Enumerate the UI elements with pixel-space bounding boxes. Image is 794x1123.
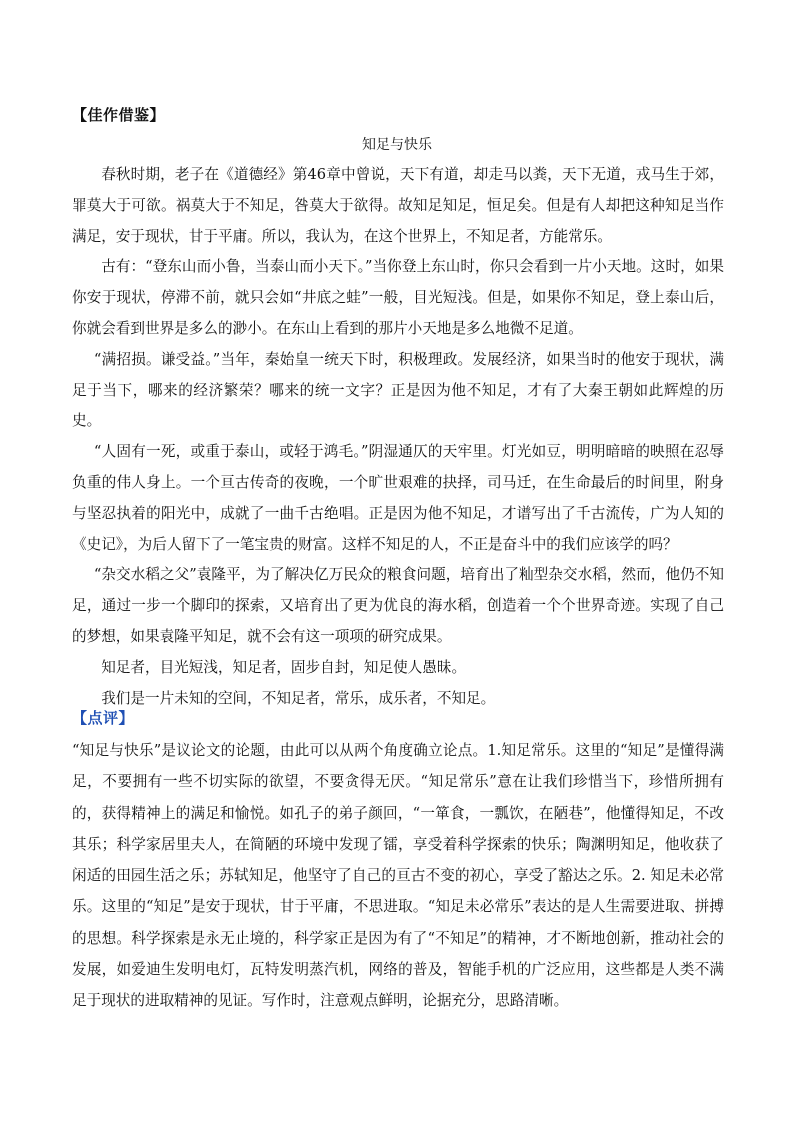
- essay-paragraph: 古有：“登东山而小鲁，当泰山而小天下。”当你登上东山时，你只会看到一片小天地。这时，如果你安于现状，停滞不前，就只会如“井底之蛙”一般，目光短浅。但是，如果你不知足，登上泰山后，你就会看到世界是多么的渺小。在东山上看到的那片小天地是多么地微不足道。: [72, 258, 724, 337]
- essay-paragraph: 我们是一片未知的空间，不知足者，常乐，成乐者，不知足。: [101, 689, 496, 707]
- essay-paragraph: 春秋时期，老子在《道德经》第46章中曾说，天下有道，却走马以粪，天下无道，戎马生于郊，罪莫大于可欲。祸莫大于不知足，咎莫大于欲得。故知足知足，恒足矣。但是有人却把这种知足当作满足，安于现状，甘于平庸。所以，我认为，在这个世界上，不知足者，方能常乐。: [72, 166, 724, 245]
- essay-title: 知足与快乐: [362, 137, 432, 153]
- comment-heading: 【点评】: [72, 709, 135, 727]
- essay-paragraph: “杂交水稻之父”袁隆平，为了解决亿万民众的粮食问题，培育出了籼型杂交水稻，然而，他仍不知足，通过一步一个脚印的探索，又培育出了更为优良的海水稻，创造着一个个世界奇迹。实现了自己的梦想，如果袁隆平知足，就不会有这一项项的研究成果。: [72, 566, 724, 645]
- essay-paragraph: “满招损。谦受益。”当年，秦始皇一统天下时，积极理政。发展经济，如果当时的他安于现状，满足于当下，哪来的经济繁荣？哪来的统一文字？正是因为他不知足，才有了大秦王朝如此辉煌的历史。: [72, 350, 724, 430]
- essay-body: [72, 160, 724, 714]
- essay-paragraph: 知足者，目光短浅，知足者，固步自封，知足使人愚昧。: [101, 658, 467, 676]
- essay-paragraph: “人固有一死，或重于泰山，或轻于鸿毛。”阴湿通仄的天牢里。灯光如豆，明明暗暗的映照在忍辱负重的伟人身上。一个亘古传奇的夜晚，一个旷世艰难的抉择，司马迁，在生命最后的时间里，附身与坚忍执着的阳光中，成就了一曲千古绝唱。正是因为他不知足，才谱写出了千古流传，广为人知的《史记》，为后人留下了一笔宝贵的财富。这样不知足的人，不正是奋斗中的我们应该学的吗？: [72, 443, 724, 553]
- model-essay-heading: 【佳作借鉴】: [72, 106, 166, 124]
- comment-body: [72, 735, 724, 1017]
- comment-paragraph: “知足与快乐”是议论文的论题，由此可以从两个角度确立论点。1.知足常乐。这里的“知足”是懂得满足，不要拥有一些不切实际的欲望，不要贪得无厌。“知足常乐”意在让我们珍惜当下，珍惜所拥有的，获得精神上的满足和愉悦。如孔子的弟子颜回，“一箪食，一瓢饮，在陋巷”，他懂得知足，不改其乐；科学家居里夫人，在简陋的环境中发现了镭，享受着科学探索的快乐；陶渊明知足，他收获了闲适的田园生活之乐；苏轼知足，他坚守了自己的亘古不变的初心，享受了豁达之乐。2. 知足未必常乐。这里的“知足”是安于现状，甘于平庸，不思进取。“知足未必常乐”表达的是人生需要进取、拼搏的思想。科学探索是永无止境的，科学家正是因为有了“不知足”的精神，才不断地创新，推动社会的发展，如爱迪生发明电灯，瓦特发明蒸汽机，网络的普及，智能手机的广泛应用，这些都是人类不满足于现状的进取精神的见证。写作时，注意观点鲜明，论据充分，思路清晰。: [72, 742, 724, 1010]
